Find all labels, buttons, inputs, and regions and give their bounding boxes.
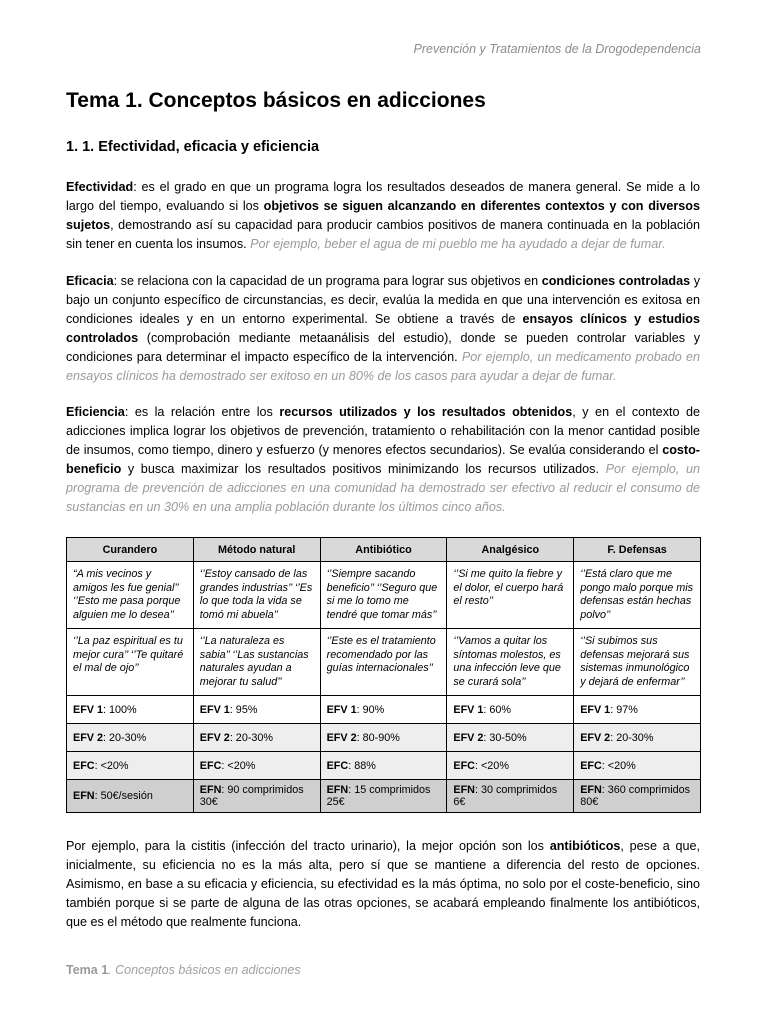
metric-key: EFC (326, 759, 349, 772)
table-cell (447, 696, 574, 724)
column-header: Antibiótico (320, 538, 447, 562)
metric-key: EFV 2 (199, 731, 230, 744)
metric-value: : 30-50% (483, 731, 527, 744)
metric-value: : <20% (475, 759, 509, 772)
column-header: Método natural (193, 538, 320, 562)
metric-key: EFV 1 (73, 703, 104, 716)
metric-value: : 90% (356, 703, 385, 716)
text: , y en el contexto de adicciones implica lograr los objetivos de prevención, tratamiento o rehabilitación con la menor cantidad posible de insumos, como tiempo, dinero y esfuerzo (y menores efectos secundarios). Se evalúa considerando el (66, 405, 701, 457)
running-header: Prevención y Tratamientos de la Drogodependencia (413, 42, 701, 56)
text: y busca maximizar los resultados positivos minimizando los recursos utilizados. (121, 462, 606, 476)
metric-key: EFC (580, 759, 602, 772)
section-title: 1. 1. Efectividad, eficacia y eficiencia (66, 139, 320, 155)
term-eficiencia: Eficiencia (66, 405, 125, 419)
metric-value: : 88% (348, 759, 376, 772)
table-row-efv1 (67, 696, 701, 724)
table-cell (320, 724, 447, 752)
bold-text: objetivos se siguen alcanzando en diferentes contextos y con diversos sujetos (66, 199, 701, 232)
metric-key: EFN (73, 790, 95, 802)
table-cell (67, 724, 194, 752)
table-row-efv2 (67, 724, 701, 752)
metric-key: EFN (326, 784, 349, 796)
page-title: Tema 1. Conceptos básicos en adicciones (66, 89, 486, 112)
table-cell (574, 724, 701, 752)
table-cell (574, 780, 701, 813)
metric-value: : 20-30% (610, 731, 654, 744)
table-cell: ‘’Está claro que me pongo malo porque mis defensas están hechas polvo’’ (574, 562, 701, 629)
table-cell (67, 780, 194, 813)
term-efectividad: Efectividad (66, 180, 134, 194)
table-cell (320, 780, 447, 813)
metric-value: : 360 comprimidos 80€ (580, 784, 691, 808)
metric-key: EFN (199, 784, 222, 796)
metric-value: : 20-30% (103, 731, 147, 744)
example-text: Por ejemplo, un medicamento probado en ensayos clínicos ha demostrado ser exitoso en un 80% de los casos para ayudar a dejar de fumar. (66, 350, 700, 383)
table-cell (320, 752, 447, 780)
metric-key: EFC (453, 759, 475, 772)
metric-key: EFV 1 (199, 703, 230, 716)
paragraph-efectividad (66, 178, 700, 254)
metric-key: EFV 2 (326, 731, 357, 744)
metric-key: EFV 1 (326, 703, 357, 716)
table-cell: ‘’Vamos a quitar los síntomas molestos, es una infección leve que se curará sola’’ (447, 629, 574, 696)
metric-value: : 97% (610, 703, 638, 716)
metric-value: : 50€/sesión (94, 790, 153, 802)
metric-value: : 30 comprimidos 6€ (453, 784, 558, 808)
text: , pese a que, inicialmente, su eficiencia no es la más alta, pero sí que se mantiene a diferencia del resto de opciones. Asimismo, en base a su eficacia y eficiencia, su efectividad es la más óptima, no solo por el coste-beneficio, sino también porque si se parte de alguna de las otras opciones, se acabará empleando finalmente los antibióticos, que es el método que realmente funciona. (66, 839, 700, 929)
metric-value: : 100% (103, 703, 137, 716)
bold-text: costo-beneficio (66, 443, 700, 476)
table-row-quotes-1 (67, 562, 701, 629)
table-cell (193, 780, 320, 813)
metric-key: EFC (199, 759, 222, 772)
table-row-quotes-2 (67, 629, 701, 696)
text: : se relaciona con la capacidad de un programa para lograr sus objetivos en (113, 274, 542, 288)
text: : es el grado en que un programa logra los resultados deseados de manera general. Se mide a lo largo del tiempo, evaluando si los (66, 180, 700, 213)
table-cell: ‘’Estoy cansado de las grandes industrias’’ ‘’Es lo que toda la vida se tomó mi abuela’’ (193, 562, 320, 629)
metric-key: EFV 1 (580, 703, 611, 716)
table-cell: ‘’La naturaleza es sabia’’ ‘’Las sustancias naturales ayudan a mejorar tu salud’’ (193, 629, 320, 696)
text: : es la relación entre los (124, 405, 280, 419)
column-header: F. Defensas (574, 538, 701, 562)
bold-text: antibióticos (549, 839, 621, 853)
table-row-efn (67, 780, 701, 813)
bold-text: ensayos clínicos y estudios controlados (66, 312, 701, 345)
example-text: Por ejemplo, beber el agua de mi pueblo me ha ayudado a dejar de fumar. (250, 237, 666, 251)
metric-value: : <20% (94, 759, 129, 772)
metric-value: : <20% (221, 759, 256, 772)
table-row-efc (67, 752, 701, 780)
metric-value: : 95% (229, 703, 258, 716)
metric-key: EFV 2 (580, 731, 611, 744)
column-header: Curandero (67, 538, 194, 562)
text: (comprobación mediante metaanálisis del estudio), donde se pueden controlar variables y condiciones para determinar el impacto específico de la intervención. (66, 331, 700, 364)
table-header-row (67, 538, 701, 562)
metric-key: EFV 1 (453, 703, 484, 716)
table-cell: ‘’Siempre sacando beneficio’’ ‘’Seguro que si me lo tomo me tendré que tomar más’’ (320, 562, 447, 629)
table-cell (320, 696, 447, 724)
metric-value: : <20% (601, 759, 636, 772)
bold-text: recursos utilizados y los resultados obtenidos (279, 405, 573, 419)
metric-value: : 20-30% (229, 731, 274, 744)
table-cell (447, 724, 574, 752)
metric-key: EFN (453, 784, 475, 796)
table-cell (193, 724, 320, 752)
text: y bajo un conjunto específico de circunstancias, es decir, evalúa la medida en que una intervención es exitosa en condiciones ideales y en un entorno experimental. Se obtiene a través de (66, 274, 701, 326)
paragraph-eficacia (66, 272, 700, 386)
page-footer (66, 963, 301, 977)
paragraph-eficiencia (66, 403, 700, 517)
example-text: Por ejemplo, un programa de prevención de adicciones en una comunidad ha demostrado ser efectivo al reducir el consumo de sustancias en un 30% en una amplia población durante los últimos cinco años. (66, 462, 700, 514)
paragraph-conclusion (66, 837, 700, 932)
table-cell: ‘’Si me quito la fiebre y el dolor, el cuerpo hará el resto’’ (447, 562, 574, 629)
column-header: Analgésico (447, 538, 574, 562)
metric-value: : 60% (483, 703, 512, 716)
metric-key: EFC (73, 759, 95, 772)
table-cell (574, 696, 701, 724)
metric-value: : 15 comprimidos 25€ (326, 784, 431, 808)
metric-key: EFV 2 (73, 731, 104, 744)
metric-value: : 80-90% (356, 731, 400, 744)
table-cell: ‘’Este es el tratamiento recomendado por las guías internacionales’’ (320, 629, 447, 696)
metric-value: : 90 comprimidos 30€ (199, 784, 304, 808)
text: , demostrando así su capacidad para producir cambios positivos de manera continuada en la población sin tener en cuenta los insumos. (66, 218, 700, 251)
table-cell (447, 780, 574, 813)
table-cell (67, 752, 194, 780)
footer-title: . Conceptos básicos en adicciones (108, 963, 301, 977)
metric-key: EFN (580, 784, 602, 796)
table-cell: ‘’Si subimos sus defensas mejorará sus sistemas inmunológico y dejará de enfermar’’ (574, 629, 701, 696)
metric-key: EFV 2 (453, 731, 484, 744)
text: Por ejemplo, para la cistitis (infección del tracto urinario), la mejor opción son los (66, 839, 550, 853)
table-cell (193, 696, 320, 724)
bold-text: condiciones controladas (541, 274, 691, 288)
table-cell (193, 752, 320, 780)
table-cell (447, 752, 574, 780)
term-eficacia: Eficacia (66, 274, 114, 288)
table-cell (574, 752, 701, 780)
comparison-table (66, 537, 701, 813)
footer-chapter: Tema 1 (66, 963, 109, 977)
table-cell: ‘’La paz espiritual es tu mejor cura’’ ‘’Te quitaré el mal de ojo’’ (67, 629, 194, 696)
table-cell (67, 696, 194, 724)
table-cell: “A mis vecinos y amigos les fue genial’’ ‘’Esto me pasa porque alguien me lo desea’’ (67, 562, 194, 629)
